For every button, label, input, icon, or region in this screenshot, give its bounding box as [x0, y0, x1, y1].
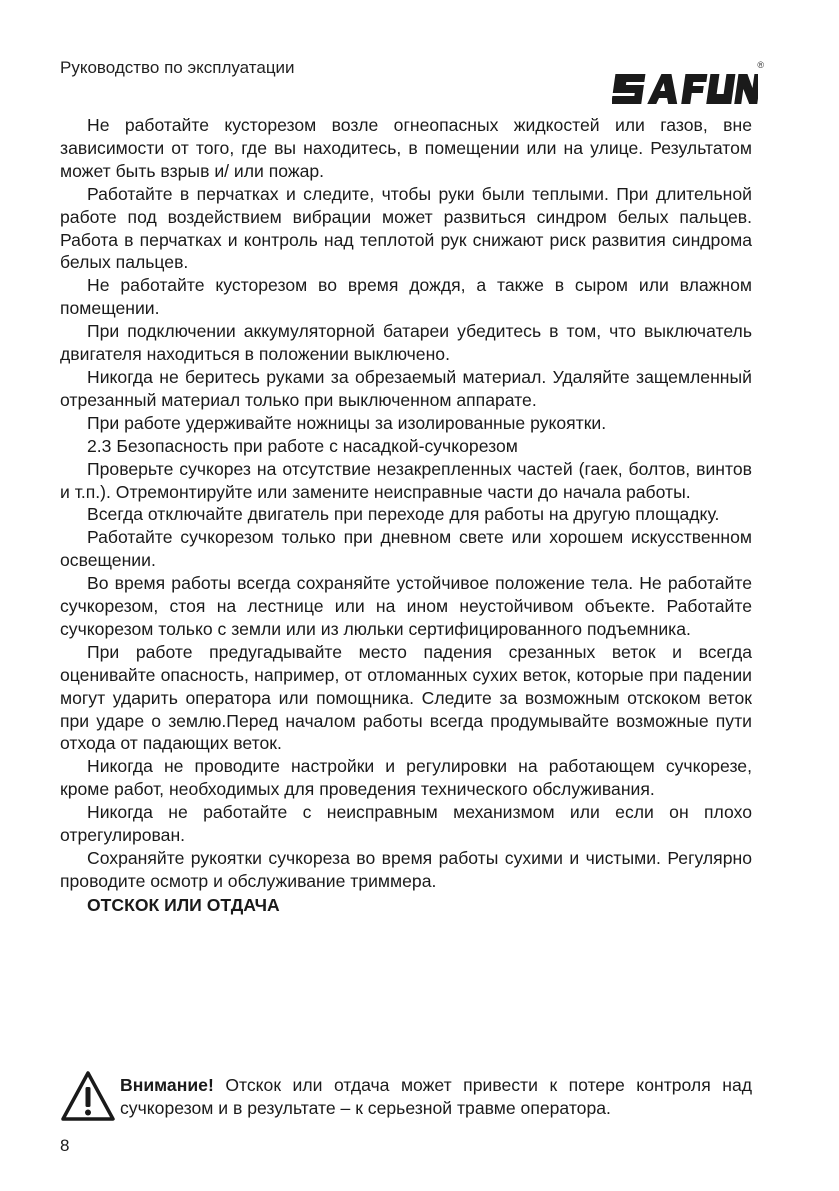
paragraph: Сохраняйте рукоятки сучкореза во время работы сухими и чистыми. Регулярно проводите осмотр и обслуживание триммера.: [60, 848, 752, 891]
paragraph: Не работайте кусторезом возле огнеопасных жидкостей или газов, вне зависимости от того, где вы находитесь, в помещении или на улице. Результатом может быть взрыв и/ или пожар.: [60, 115, 752, 181]
warning-message: Отскок или отдача может привести к потере контроля над сучкорезом и в результате – к серьезной травме оператора.: [120, 1075, 752, 1118]
paragraph: Никогда не проводите настройки и регулировки на работающем сучкорезе, кроме работ, необходимых для проведения технического обслуживания.: [60, 756, 752, 800]
paragraph: При работе предугадывайте место падения срезанных веток и всегда оценивайте опасность, например, от отломанных сухих веток, которые при падении могут ударить оператора или помощника. Следите за возможным отскоком веток при ударе о землю.Перед началом работы всегда продумывайте возможные пути отхода от падающих веток.: [60, 641, 752, 754]
paragraph: Проверьте сучкорез на отсутствие незакрепленных частей (гаек, болтов, винтов и т.п.). Отремонтируйте или замените неисправные части до начала работы.: [60, 458, 752, 502]
subsection-title: 2.3 Безопасность при работе с насадкой-сучкорезом: [87, 435, 518, 456]
paragraph: Работайте в перчатках и следите, чтобы руки были теплыми. При длительной работе под воздействием вибрации может развиться синдром белых пальцев. Работа в перчатках и контроль над теплотой рук снижают риск развития синдрома белых пальцев.: [60, 183, 752, 273]
paragraph: Никогда не беритесь руками за обрезаемый материал. Удаляйте защемленный отрезанный материал только при выключенном аппарате.: [60, 366, 752, 410]
warning-triangle-icon: [60, 1070, 116, 1122]
manual-header-title: Руководство по эксплуатации: [60, 58, 295, 77]
paragraph: Всегда отключайте двигатель при переходе для работы на другую площадку.: [87, 504, 720, 525]
paragraph: Никогда не работайте с неисправным механизмом или если он плохо отрегулирован.: [60, 802, 752, 846]
warning-label: Внимание!: [120, 1075, 214, 1095]
paragraph: Во время работы всегда сохраняйте устойчивое положение тела. Не работайте сучкорезом, стоя на лестнице или на ином неустойчивом объекте. Работайте сучкорезом только с земли или из люльки сертифицированного подъемника.: [60, 573, 752, 639]
manual-body: [60, 114, 752, 917]
registered-mark: ®: [757, 60, 764, 70]
paragraph: При работе удерживайте ножницы за изолированные рукоятки.: [87, 412, 607, 433]
page-number: 8: [60, 1136, 70, 1155]
warning-block: [60, 1070, 752, 1128]
safun-logo: [612, 60, 764, 108]
section-heading: ОТСКОК ИЛИ ОТДАЧА: [87, 894, 280, 915]
paragraph: При подключении аккумуляторной батареи убедитесь в том, что выключатель двигателя находиться в положении выключено.: [60, 321, 752, 365]
safun-logo-icon: [612, 70, 758, 108]
warning-text: [120, 1074, 752, 1120]
paragraph: Не работайте кусторезом во время дождя, а также в сыром или влажном помещении.: [60, 275, 752, 319]
paragraph: Работайте сучкорезом только при дневном свете или хорошем искусственном освещении.: [60, 527, 752, 571]
